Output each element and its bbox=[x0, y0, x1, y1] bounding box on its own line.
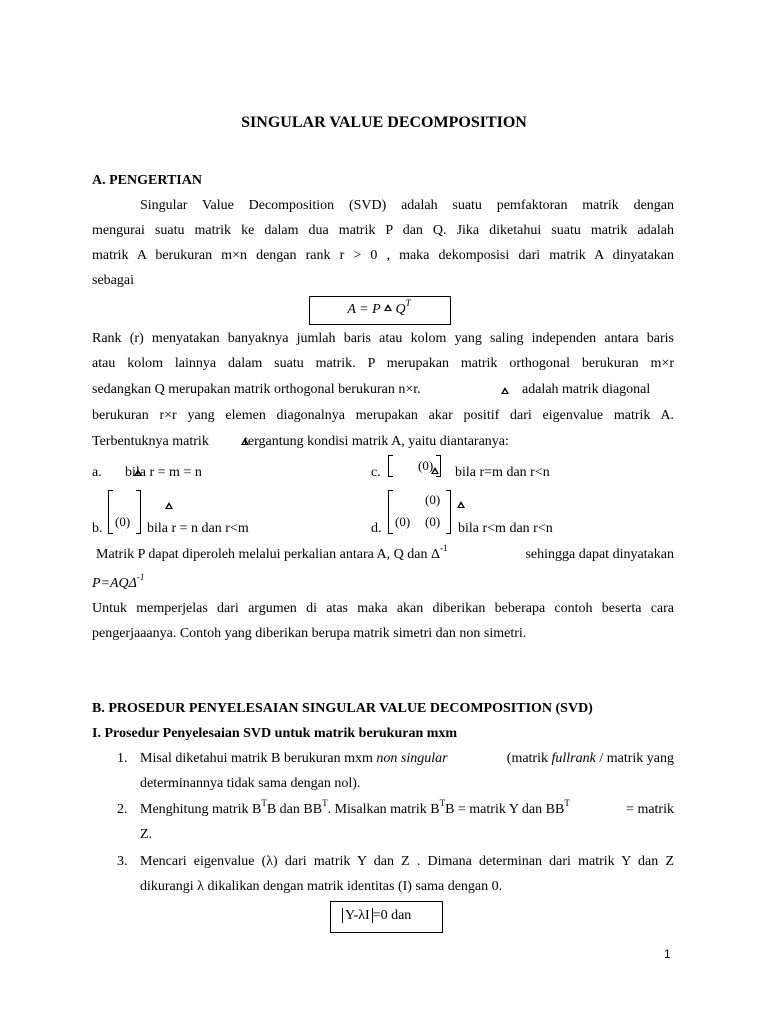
matrix-zero: (0) bbox=[418, 458, 434, 473]
p-line-text: Matrik P dapat diperoleh melalui perkalian antara A, Q dan $\Delta^{-1}$ bbox=[96, 543, 448, 562]
matrix-zero: (0) bbox=[115, 514, 131, 529]
paragraph-line: Rank (r) menyatakan banyaknya jumlah baris atau kolom yang saling independen antara baris bbox=[92, 331, 674, 346]
step-number: 3. bbox=[117, 854, 128, 869]
paragraph-line: matrik A berukuran m×n dengan rank r > 0 , maka dekomposisi dari matrik A dinyatakan bbox=[92, 248, 674, 263]
step-1-text: Misal diketahui matrik B berukuran mxm non singular bbox=[140, 751, 448, 766]
paragraph-line: mengurai suatu matrik ke dalam dua matrik P dan Q. Jika diketahui suatu matrik adalah bbox=[92, 223, 674, 238]
matrix-bracket-right bbox=[436, 455, 441, 477]
matrix-bracket-left bbox=[108, 490, 113, 534]
step-line bbox=[140, 750, 674, 768]
paragraph-line: Terbentuknya matrik bbox=[92, 434, 209, 449]
delta-icon bbox=[501, 387, 509, 394]
paragraph-line: berukuran r×r yang elemen diagonalnya merupakan akar positif dari eigenvalue matrik A. bbox=[92, 408, 674, 423]
step-line: dikurangi λ dikalikan dengan matrik identitas (I) sama dengan 0. bbox=[140, 879, 503, 894]
det-formula: Y-λI =0 dan bbox=[342, 907, 411, 925]
determinant-bars: Y-λI bbox=[342, 908, 373, 923]
paragraph-line: adalah matrik diagonal bbox=[522, 382, 651, 397]
step-line: determinannya tidak sama dengan nol). bbox=[140, 776, 361, 791]
matrix-bracket-left bbox=[388, 455, 393, 477]
matrix-zero: (0) bbox=[395, 514, 411, 529]
paragraph-line: atau kolom lainnya dalam suatu matrik. P merupakan matrik orthogonal berukuran m×r bbox=[92, 356, 674, 371]
matrix-bracket-right bbox=[446, 490, 451, 534]
page-number: 1 bbox=[664, 947, 671, 961]
case-c-label: c. bbox=[371, 465, 381, 480]
section-b-heading: B. PROSEDUR PENYELESAIAN SINGULAR VALUE DECOMPOSITION (SVD) bbox=[92, 701, 593, 716]
step-line bbox=[140, 798, 674, 819]
matrix-zero: (0) bbox=[425, 514, 441, 529]
delta-icon bbox=[384, 304, 392, 311]
paragraph-line: pengerjaaanya. Contoh yang diberikan berupa matrik simetri dan non simetri. bbox=[92, 626, 527, 641]
step-1-text-rest: (matrik fullrank / matrik yang bbox=[506, 751, 674, 766]
case-d-label: d. bbox=[371, 521, 382, 536]
delta-icon bbox=[457, 501, 465, 508]
p-line-post: sehingga dapat dinyatakan bbox=[525, 547, 674, 562]
paragraph-line: tergantung kondisi matrik A, yaitu diantaranya: bbox=[244, 434, 509, 449]
matrix-bracket-right bbox=[136, 490, 141, 534]
case-a-label: a. bbox=[92, 465, 102, 480]
case-b-label: b. bbox=[92, 521, 103, 536]
paragraph-line: Singular Value Decomposition (SVD) adalah suatu pemfaktoran matrik dengan bbox=[140, 198, 674, 213]
section-a-heading: A. PENGERTIAN bbox=[92, 173, 202, 188]
p-formula: $P=AQ\Delta^{-1}$ bbox=[92, 572, 145, 591]
case-d-text: bila r<m dan r<n bbox=[458, 521, 553, 536]
paragraph-line: sedangkan Q merupakan matrik orthogonal berukuran n×r. bbox=[92, 382, 421, 397]
paragraph-line: Untuk memperjelas dari argumen di atas maka akan diberikan beberapa contoh beserta cara bbox=[92, 601, 674, 616]
step-line: Mencari eigenvalue (λ) dari matrik Y dan Z . Dimana determinan dari matrik Y dan Z bbox=[140, 854, 674, 869]
step-2-text-rest: = matrik bbox=[626, 802, 674, 817]
step-number: 2. bbox=[117, 802, 128, 817]
step-number: 1. bbox=[117, 751, 128, 766]
case-c-text: bila r=m dan r<n bbox=[455, 465, 550, 480]
case-b-text: bila r = n dan r<m bbox=[147, 521, 249, 536]
paragraph-line bbox=[96, 543, 674, 564]
page-title: SINGULAR VALUE DECOMPOSITION bbox=[241, 114, 527, 131]
step-2-text: Menghitung matrik $B^TB$ dan $BB^T$. Misalkan matrik $B^TB$ = matrik Y dan $BB^T$ bbox=[140, 798, 570, 817]
matrix-bracket-left bbox=[388, 490, 393, 534]
section-b-subheading: I. Prosedur Penyelesaian SVD untuk matrik berukuran mxm bbox=[92, 726, 458, 741]
matrix-zero: (0) bbox=[425, 492, 441, 507]
formula-svd: A = P $Q^T$ bbox=[347, 298, 411, 317]
paragraph-line: sebagai bbox=[92, 273, 134, 288]
case-a-text: bila r = m = n bbox=[125, 465, 202, 480]
step-line: Z. bbox=[140, 827, 153, 842]
delta-icon bbox=[165, 502, 173, 509]
